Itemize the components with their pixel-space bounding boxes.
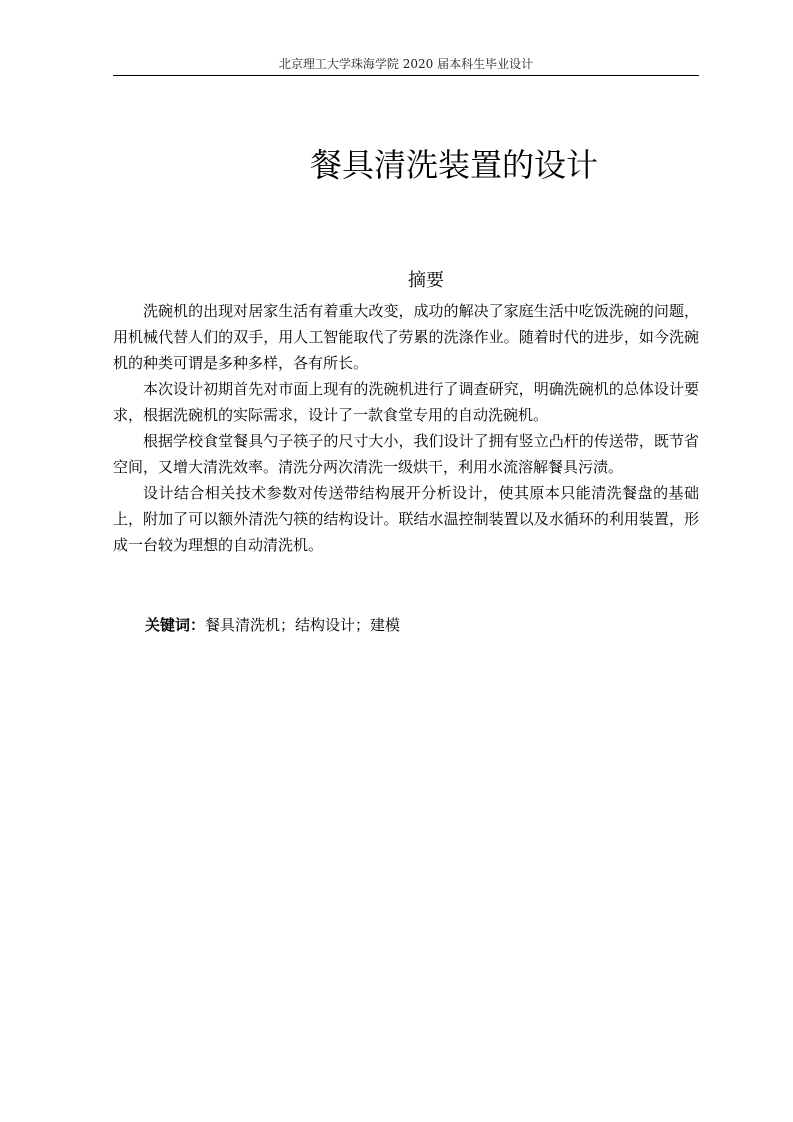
keywords-line	[145, 614, 699, 636]
abstract-paragraph: 根据学校食堂餐具勺子筷子的尺寸大小，我们设计了拥有竖立凸杆的传送带，既节省空间，又增大清洗效率。清洗分两次清洗一级烘干，利用水流溶解餐具污渍。	[113, 432, 699, 476]
abstract-heading: 摘要	[408, 270, 444, 291]
running-header: 北京理工大学珠海学院 2020 届本科生毕业设计	[278, 57, 534, 71]
keywords-label: 关键词：	[145, 616, 206, 634]
header-divider	[113, 75, 699, 76]
keywords-value: 餐具清洗机；结构设计；建模	[205, 616, 401, 634]
abstract-paragraph: 本次设计初期首先对市面上现有的洗碗机进行了调查研究，明确洗碗机的总体设计要求，根据洗碗机的实际需求，设计了一款食堂专用的自动洗碗机。	[113, 380, 699, 424]
document-title: 餐具清洗装置的设计	[309, 146, 598, 184]
abstract-paragraph: 洗碗机的出现对居家生活有着重大改变，成功的解决了家庭生活中吃饭洗碗的问题，用机械代替人们的双手，用人工智能取代了劳累的洗涤作业。随着时代的进步，如今洗碗机的种类可谓是多种多样，各有所长。	[113, 302, 699, 372]
abstract-paragraph: 设计结合相关技术参数对传送带结构展开分析设计，使其原本只能清洗餐盘的基础上，附加了可以额外清洗勺筷的结构设计。联结水温控制装置以及水循环的利用装置，形成一台较为理想的自动清洗机。	[113, 484, 699, 554]
abstract-body	[113, 298, 699, 558]
